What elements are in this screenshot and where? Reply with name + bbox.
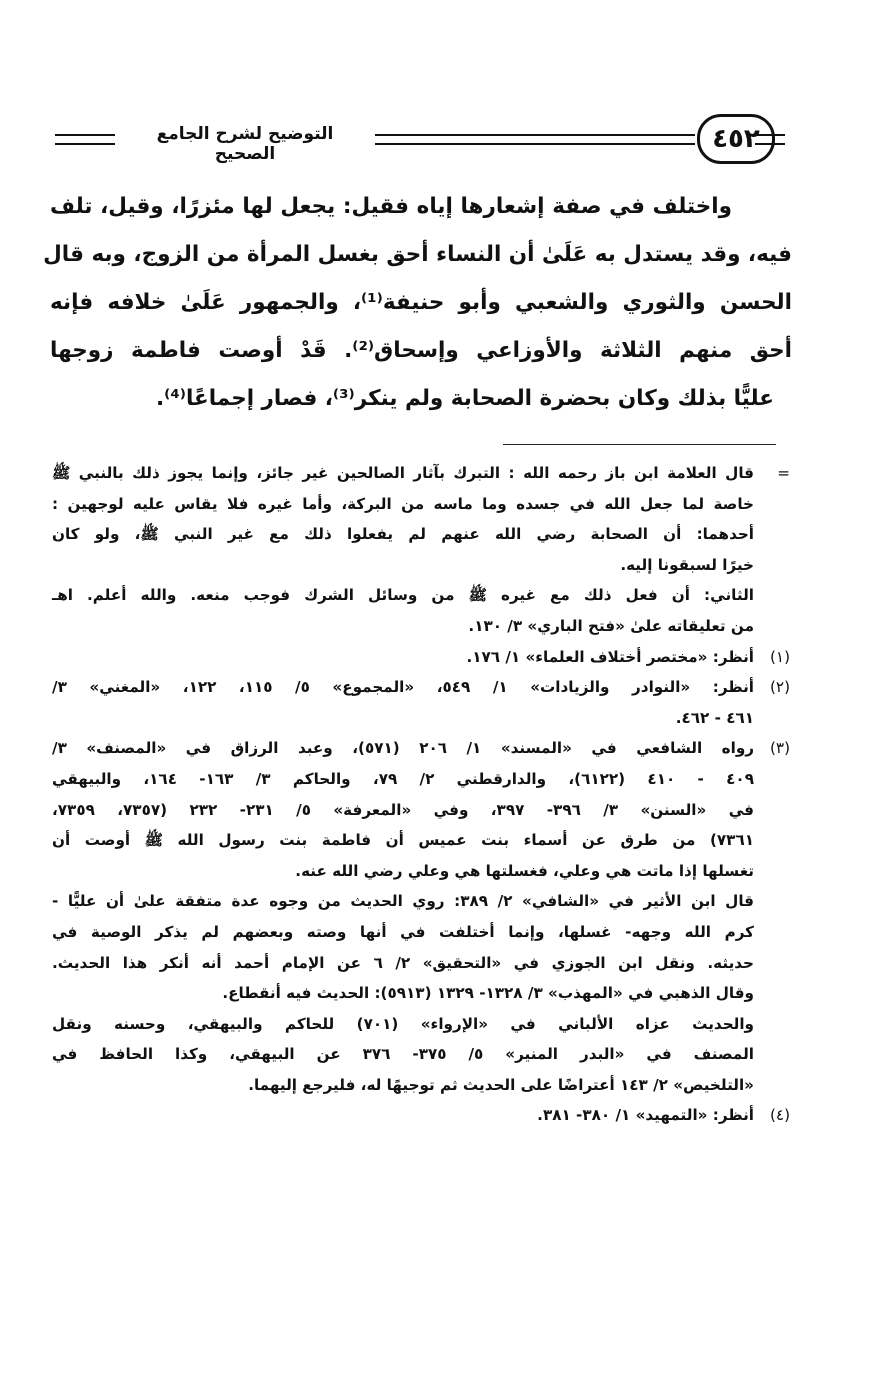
footnote-line: ٤٠٩ - ٤١٠ (٦١٢٢)، والدارقطني ٢/ ٧٩، والحاكم ٣/ ١٦٣- ١٦٤، والبيهقي	[52, 769, 754, 788]
footnote-line: «التلخيص» ٢/ ١٤٣ أعتراضًا على الحديث ثم توجيهًا له، فليرجع إليهما.	[248, 1075, 754, 1094]
footnote-line: تغسلها إذا ماتت هي وعلي، فغسلتها هي وعلي رضي الله عنه.	[295, 861, 754, 880]
footnote-line: حديثه. ونقل ابن الجوزي في «التحقيق» ٢/ ٦ عن الإمام أحمد أنه أنكر هذا الحديث.	[52, 953, 754, 972]
footnote-line: خاصة لما جعل الله في جسده وما ماسه من البركة، وأما غيره فلا يقاس عليه لوجهين :	[52, 494, 754, 513]
footnote-line: رواه الشافعي في «المسند» ١/ ٢٠٦ (٥٧١)، وعبد الرزاق في «المصنف» ٣/	[52, 739, 755, 758]
footnote-body	[52, 1100, 754, 1131]
footnote-line: في «السنن» ٣/ ٣٩٦- ٣٩٧، وفي «المعرفة» ٥/ ٢٣١- ٢٣٢ (٧٣٥٧، ٧٣٥٩،	[52, 800, 754, 819]
footnote-line: وقال الذهبي في «المهذب» ٣/ ١٣٢٨- ١٣٢٩ (٥٩١٣): الحديث فيه أنقطاع.	[222, 984, 754, 1003]
running-title: التوضيح لشرح الجامع الصحيح	[156, 124, 334, 164]
footnote-marker: (٣)	[769, 739, 790, 758]
footnote-line: أحدهما: أن الصحابة رضي الله عنهم لم يفعلوا ذلك مع غير النبي ﷺ، ولو كان	[52, 525, 754, 544]
footnote-line: أنظر: «مختصر أختلاف العلماء» ١/ ١٧٦.	[466, 647, 754, 666]
footnote-line: قال ابن الأثير في «الشافي» ٢/ ٣٨٩: روي الحديث من وجوه عدة متفقة علىٰ أن عليًّا -	[52, 892, 754, 911]
footnote-continuation	[52, 458, 790, 642]
footnote-line: ٧٣٦١) من طرق عن أسماء بنت عميس أن فاطمة بنت رسول الله ﷺ أوصت أن	[52, 831, 754, 850]
footnote-line: قال العلامة ابن باز رحمه الله : التبرك بآثار الصالحين غير جائز، وإنما يجوز ذلك بالنبي ﷺ	[52, 464, 754, 482]
running-header	[55, 112, 780, 162]
footnote-body	[52, 672, 754, 733]
header-ornament-rule	[55, 134, 115, 145]
footnote-body	[52, 458, 754, 642]
footnote-marker: (٢)	[769, 678, 790, 697]
footnote-line: المصنف في «البدر المنير» ٥/ ٣٧٥- ٣٧٦ عن البيهقي، وكذا الحافظ في	[52, 1045, 754, 1064]
footnote-line: من تعليقاته علىٰ «فتح الباري» ٣/ ١٣٠.	[468, 616, 754, 635]
footnotes	[52, 458, 790, 1131]
footnote-3	[52, 733, 790, 1100]
main-text-line: عليًّا بذلك وكان بحضرة الصحابة ولم ينكر⁽³⁾، فصار إجماعًا⁽⁴⁾.	[155, 386, 774, 411]
footnote-2	[52, 672, 790, 733]
header-ornament-rule	[375, 134, 695, 145]
footnote-4	[52, 1100, 790, 1131]
footnote-line: خيرًا لسبقونا إليه.	[620, 555, 754, 574]
footnote-line: أنظر: «النوادر والزيادات» ١/ ٥٤٩، «المجموع» ٥/ ١١٥، ١٢٢، «المغني» ٣/	[52, 678, 754, 697]
footnote-line: الثاني: أن فعل ذلك مع غيره ﷺ من وسائل الشرك فوجب منعه. والله أعلم. اهـ	[52, 586, 754, 605]
footnote-line: والحديث عزاه الألباني في «الإرواء» (٧٠١) للحاكم والبيهقي، وحسنه ونقل	[52, 1014, 754, 1033]
main-text-line: فيه، وقد يستدل به عَلَىٰ أن النساء أحق بغسل المرأة من الزوج، وبه قال	[43, 242, 792, 267]
footnote-separator	[503, 444, 776, 445]
footnote-line: أنظر: «التمهيد» ١/ ٣٨٠- ٣٨١.	[537, 1106, 754, 1125]
footnote-line: كرم الله وجهه- غسلها، وإنما أختلفت في أنها وصته وبعضهم لم يذكر الوصية في	[52, 922, 754, 941]
footnote-body	[52, 733, 754, 1100]
header-ornament-rule	[755, 134, 785, 145]
footnote-marker: (٤)	[769, 1106, 790, 1125]
footnote-1	[52, 642, 790, 673]
main-text-line: واختلف في صفة إشعارها إياه فقيل: يجعل لها مئزرًا، وقيل، تلف	[50, 194, 732, 219]
page-number: ٤٥٢	[697, 114, 775, 164]
footnote-marker: (١)	[769, 647, 790, 666]
footnote-marker: =	[777, 464, 790, 482]
main-text-line: أحق منهم الثلاثة والأوزاعي وإسحاق⁽²⁾. قَدْ أوصت فاطمة زوجها	[50, 338, 792, 363]
footnote-body	[52, 642, 754, 673]
footnote-line: ٤٦١ - ٤٦٢.	[675, 708, 754, 727]
main-text	[43, 183, 793, 423]
main-text-line: الحسن والثوري والشعبي وأبو حنيفة⁽¹⁾، والجمهور عَلَىٰ خلافه فإنه	[50, 290, 793, 315]
